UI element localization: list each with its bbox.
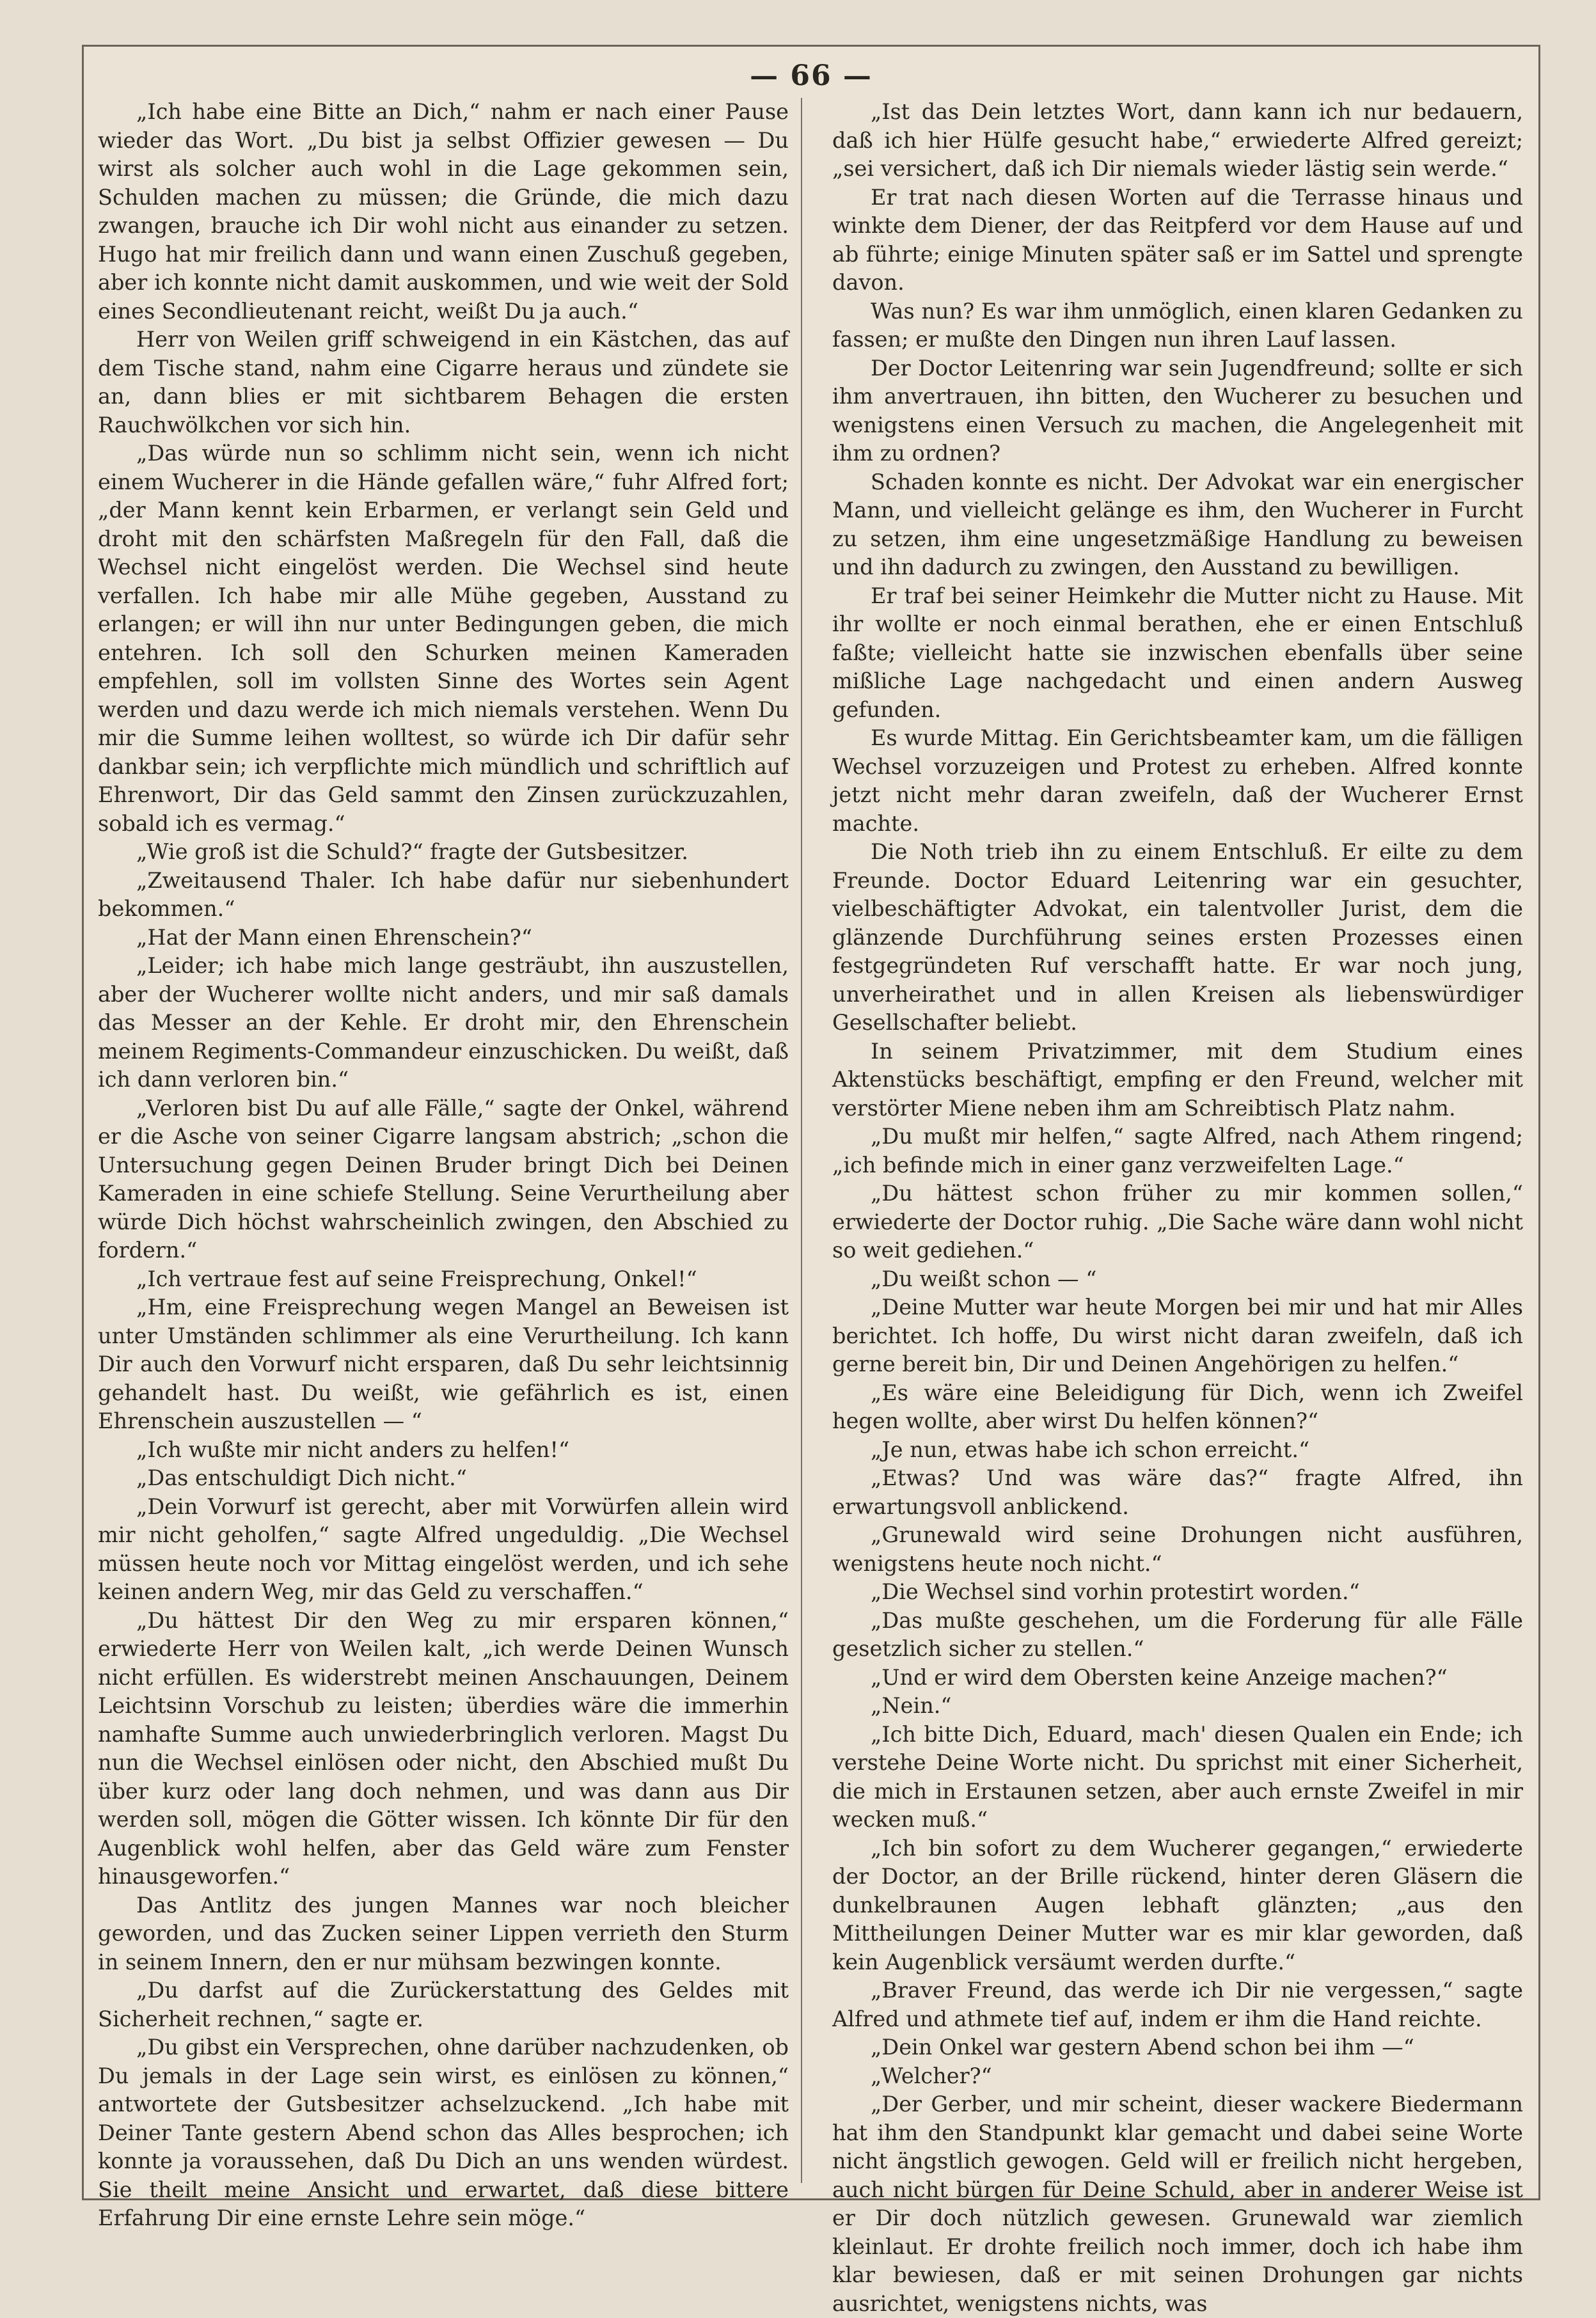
paragraph: „Ist das Dein letztes Wort, dann kann ich nur bedauern, daß ich hier Hülfe gesucht habe,“ erwiederte Alfred gereizt; „sei versichert, daß ich Dir niemals wieder lästig sein werde.“: [832, 99, 1523, 181]
paragraph: Das Antlitz des jungen Mannes war noch bleicher geworden, und das Zucken seiner Lippen verrieth den Sturm in seinem Innern, den er nur mühsam bezwingen konnte.: [98, 1892, 789, 1975]
paragraph: „Es wäre eine Beleidigung für Dich, wenn ich Zweifel hegen wollte, aber wirst Du helfen können?“: [832, 1380, 1523, 1433]
paragraph: „Du hättest schon früher zu mir kommen sollen,“ erwiederte der Doctor ruhig. „Die Sache wäre dann wohl nicht so weit gediehen.“: [832, 1181, 1523, 1263]
paragraph: „Das würde nun so schlimm nicht sein, wenn ich nicht einem Wucherer in die Hände gefallen wäre,“ fuhr Alfred fort; „der Mann kennt kein Erbarmen, er verlangt sein Geld und droht mit den schärfsten Maßregeln für den Fall, daß die Wechsel nicht eingelöst werden. Die Wechsel sind heute verfallen. Ich habe mir alle Mühe gegeben, Ausstand zu erlangen; er will ihn nur unter Bedingungen geben, die mich entehren. Ich soll den Schurken meinen Kameraden empfehlen, soll im vollsten Sinne des Wortes sein Agent werden und dazu werde ich mich niemals verstehen. Wenn Du mir die Summe leihen wolltest, so würde ich Dir dafür sehr dankbar sein; ich verpflichte mich mündlich und schriftlich auf Ehrenwort, Dir das Geld sammt den Zinsen zurückzuzahlen, sobald ich es vermag.“: [98, 441, 789, 836]
paragraph: Die Noth trieb ihn zu einem Entschluß. Er eilte zu dem Freunde. Doctor Eduard Leitenring war ein gesuchter, vielbeschäftigter Advokat, ein talentvoller Jurist, dem die glänzende Durchführung seines ersten Prozesses einen festgegründeten Ruf verschafft hatte. Er war noch jung, unverheirathet und in allen Kreisen als liebenswürdiger Gesellschafter beliebt.: [832, 839, 1523, 1035]
right-column: [832, 98, 1523, 2318]
paragraph: „Du hättest Dir den Weg zu mir ersparen können,“ erwiederte Herr von Weilen kalt, „ich werde Deinen Wunsch nicht erfüllen. Es widerstrebt meinen Anschauungen, Deinem Leichtsinn Vorschub zu leisten; überdies wäre die immerhin namhafte Summe auch unwiederbringlich verloren. Magst Du nun die Wechsel einlösen oder nicht, den Abschied mußt Du über kurz oder lang doch nehmen, und was dann aus Dir werden soll, mögen die Götter wissen. Ich könnte Dir für den Augenblick wohl helfen, aber das Geld wäre zum Fenster hinausgeworfen.“: [98, 1607, 789, 1889]
paragraph: „Je nun, etwas habe ich schon erreicht.“: [871, 1437, 1310, 1462]
paragraph: Herr von Weilen griff schweigend in ein Kästchen, das auf dem Tische stand, nahm eine Cigarre heraus und zündete sie an, dann blies er mit sichtbarem Behagen die ersten Rauchwölkchen vor sich hin.: [98, 327, 789, 438]
paragraph: „Und er wird dem Obersten keine Anzeige machen?“: [871, 1664, 1448, 1690]
paragraph: „Ich bin sofort zu dem Wucherer gegangen,“ erwiederte der Doctor, an der Brille rückend, hinter deren Gläsern die dunkelbraunen Augen lebhaft glänzten; „aus den Mittheilungen Deiner Mutter war es mir klar geworden, daß kein Augenblick versäumt werden durfte.“: [832, 1835, 1523, 1975]
paragraph: „Leider; ich habe mich lange gesträubt, ihn auszustellen, aber der Wucherer wollte nicht anders, und mir saß damals das Messer an der Kehle. Er droht mir, den Ehrenschein meinem Regiments-Commandeur einzuschicken. Du weißt, daß ich dann verloren bin.“: [98, 953, 789, 1092]
paragraph: „Deine Mutter war heute Morgen bei mir und hat mir Alles berichtet. Ich hoffe, Du wirst nicht daran zweifeln, daß ich gerne bereit bin, Dir und Deinen Angehörigen zu helfen.“: [832, 1295, 1523, 1376]
paragraph: „Ich wußte mir nicht anders zu helfen!“: [136, 1437, 570, 1462]
paragraph: „Ich vertraue fest auf seine Freisprechung, Onkel!“: [136, 1266, 697, 1291]
paragraph: „Du gibst ein Versprechen, ohne darüber nachzudenken, ob Du jemals in der Lage sein wirst, es einlösen zu können,“ antwortete der Gutsbesitzer achselzuckend. „Ich habe mit Deiner Tante gestern Abend schon das Alles besprochen; ich konnte ja voraussehen, daß Du Dich an uns wenden würdest. Sie theilt meine Ansicht und erwartet, daß diese bittere Erfahrung Dir eine ernste Lehre sein möge.“: [98, 2035, 789, 2230]
paragraph: „Die Wechsel sind vorhin protestirt worden.“: [871, 1579, 1360, 1604]
newspaper-page: [82, 45, 1540, 2316]
paragraph: „Du weißt schon — “: [871, 1266, 1097, 1291]
paragraph: Es wurde Mittag. Ein Gerichtsbeamter kam, um die fälligen Wechsel vorzuzeigen und Protest zu erheben. Alfred konnte jetzt nicht mehr daran zweifeln, daß der Wucherer Ernst machte.: [832, 725, 1523, 836]
paragraph: „Hat der Mann einen Ehrenschein?“: [136, 924, 532, 950]
paragraph: „Braver Freund, das werde ich Dir nie vergessen,“ sagte Alfred und athmete tief auf, indem er ihm die Hand reichte.: [832, 1978, 1523, 2031]
left-column: [98, 98, 789, 2233]
paragraph: „Dein Vorwurf ist gerecht, aber mit Vorwürfen allein wird mir nicht geholfen,“ sagte Alfred ungeduldig. „Die Wechsel müssen heute noch vor Mittag eingelöst werden, und ich sehe keinen andern Weg, mir das Geld zu verschaffen.“: [98, 1494, 789, 1604]
paragraph: Er trat nach diesen Worten auf die Terrasse hinaus und winkte dem Diener, der das Reitpferd vor dem Hause auf und ab führte; einige Minuten später saß er im Sattel und sprengte davon.: [832, 184, 1523, 295]
paragraph: „Grunewald wird seine Drohungen nicht ausführen, wenigstens heute noch nicht.“: [832, 1522, 1523, 1576]
paragraph: In seinem Privatzimmer, mit dem Studium eines Aktenstücks beschäftigt, empfing er den Freund, welcher mit verstörter Miene neben ihm am Schreibtisch Platz nahm.: [832, 1038, 1523, 1121]
paragraph: „Wie groß ist die Schuld?“ fragte der Gutsbesitzer.: [136, 839, 689, 864]
paragraph: „Das mußte geschehen, um die Forderung für alle Fälle gesetzlich sicher zu stellen.“: [832, 1607, 1523, 1661]
paragraph: „Zweitausend Thaler. Ich habe dafür nur siebenhundert bekommen.“: [98, 867, 789, 921]
paragraph: „Ich habe eine Bitte an Dich,“ nahm er nach einer Pause wieder das Wort. „Du bist ja selbst Offizier gewesen — Du wirst als solcher auch wohl in die Lage gekommen sein, Schulden machen zu müssen; die Gründe, die mich dazu zwangen, brauche ich Dir wohl nicht aus einander zu setzen. Hugo hat mir freilich dann und wann einen Zuschuß gegeben, aber ich konnte nicht damit auskommen, und wie weit der Sold eines Secondlieutenant reicht, weißt Du ja auch.“: [98, 99, 789, 324]
paragraph: Der Doctor Leitenring war sein Jugendfreund; sollte er sich ihm anvertrauen, ihn bitten, den Wucherer zu besuchen und wenigstens einen Versuch zu machen, die Angelegenheit mit ihm zu ordnen?: [832, 355, 1523, 466]
page-number: — 66 —: [750, 59, 873, 92]
paragraph: „Der Gerber, und mir scheint, dieser wackere Biedermann hat ihm den Standpunkt klar gemacht und dabei seine Worte nicht ängstlich gewogen. Geld will er freilich nicht hergeben, auch nicht bürgen für Deine Schuld, aber in anderer Weise ist er Dir doch nützlich gewesen. Grunewald war ziemlich kleinlaut. Er drohte freilich noch immer, doch ich habe ihm klar bewiesen, daß er mit seinen Drohungen gar nichts ausrichtet, wenigstens nichts, was: [832, 2092, 1523, 2316]
paragraph: „Dein Onkel war gestern Abend schon bei ihm —“: [871, 2035, 1414, 2060]
paragraph: „Nein.“: [871, 1693, 952, 1718]
column-divider: [801, 98, 802, 2183]
paragraph: Schaden konnte es nicht. Der Advokat war ein energischer Mann, und vielleicht gelänge es ihm, den Wucherer in Furcht zu setzen, ihm eine ungesetzmäßige Handlung zu beweisen und ihn dadurch zu zwingen, den Ausstand zu bewilligen.: [832, 469, 1523, 580]
paragraph: „Verloren bist Du auf alle Fälle,“ sagte der Onkel, während er die Asche von seiner Cigarre langsam abstrich; „schon die Untersuchung gegen Deinen Bruder bringt Dich bei Deinen Kameraden in eine schiefe Stellung. Seine Verurtheilung aber würde Dich höchst wahrscheinlich zwingen, den Abschied zu fordern.“: [98, 1095, 789, 1263]
paragraph: „Du mußt mir helfen,“ sagte Alfred, nach Athem ringend; „ich befinde mich in einer ganz verzweifelten Lage.“: [832, 1124, 1523, 1178]
paragraph: „Welcher?“: [871, 2063, 992, 2088]
paragraph: „Ich bitte Dich, Eduard, mach' diesen Qualen ein Ende; ich verstehe Deine Worte nicht. Du sprichst mit einer Sicherheit, die mich in Erstaunen setzen, aber auch ernste Zweifel in mir wecken muß.“: [832, 1721, 1523, 1832]
paragraph: „Das entschuldigt Dich nicht.“: [136, 1465, 467, 1490]
paragraph: Was nun? Es war ihm unmöglich, einen klaren Gedanken zu fassen; er mußte den Dingen nun ihren Lauf lassen.: [832, 298, 1523, 352]
paragraph: „Etwas? Und was wäre das?“ fragte Alfred, ihn erwartungsvoll anblickend.: [832, 1465, 1523, 1519]
paragraph: „Du darfst auf die Zurückerstattung des Geldes mit Sicherheit rechnen,“ sagte er.: [98, 1978, 789, 2031]
paragraph: „Hm, eine Freisprechung wegen Mangel an Beweisen ist unter Umständen schlimmer als eine Verurtheilung. Ich kann Dir auch den Vorwurf nicht ersparen, daß Du sehr leichtsinnig gehandelt hast. Du weißt, wie gefährlich es ist, einen Ehrenschein auszustellen — “: [98, 1295, 789, 1433]
paragraph: Er traf bei seiner Heimkehr die Mutter nicht zu Hause. Mit ihr wollte er noch einmal berathen, ehe er einen Entschluß faßte; vielleicht hatte sie inzwischen ebenfalls über seine mißliche Lage nachgedacht und einen andern Ausweg gefunden.: [832, 583, 1523, 722]
